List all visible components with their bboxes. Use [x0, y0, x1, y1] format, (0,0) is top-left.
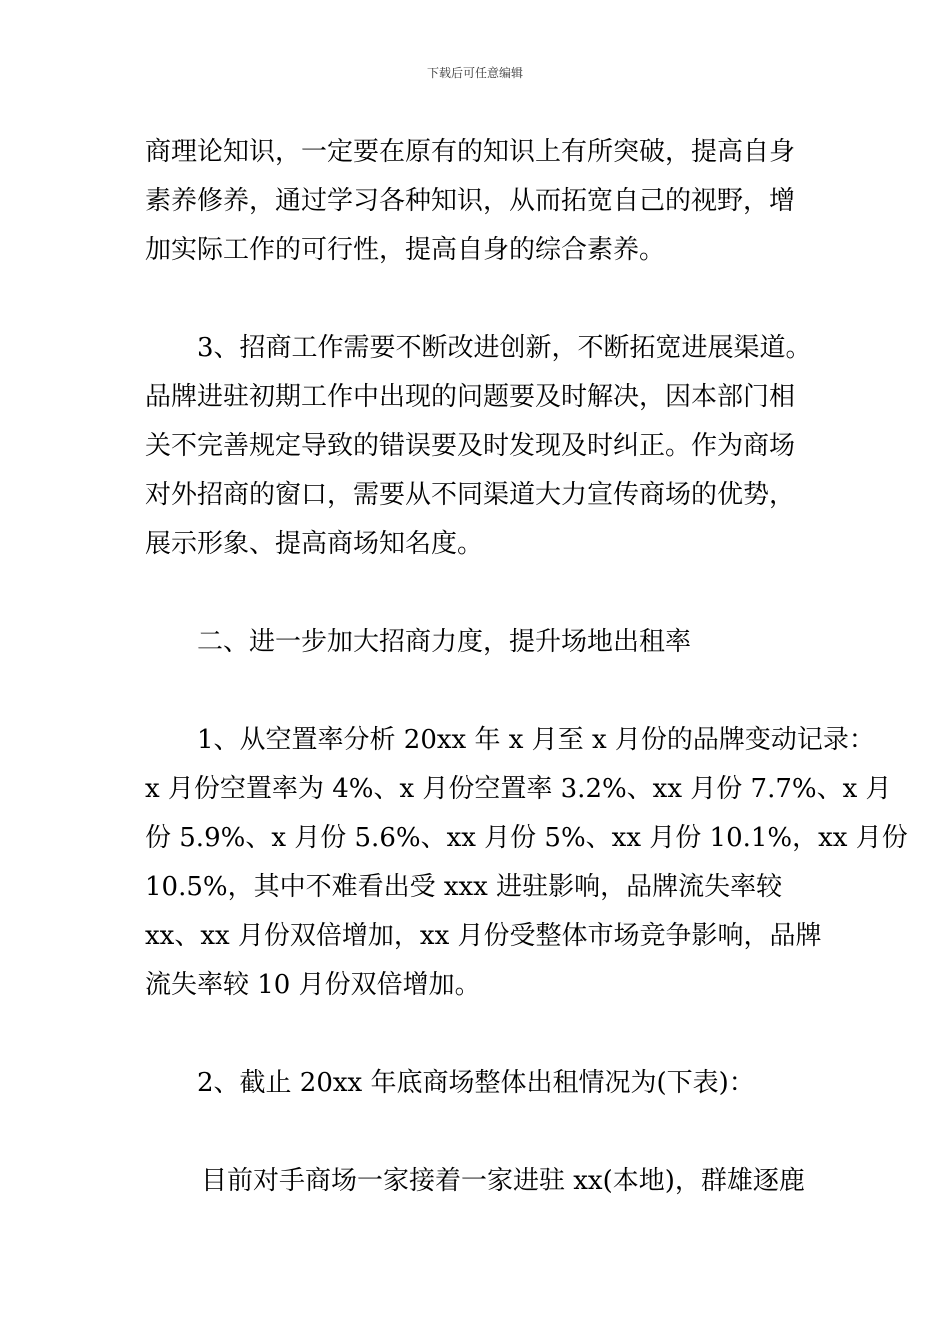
- text-line: 展示形象、提高商场知名度。: [145, 529, 484, 559]
- text-line: 对外招商的窗口，需要从不同渠道大力宣传商场的优势，: [145, 480, 796, 510]
- paragraph-item-3: [145, 324, 825, 569]
- paragraph-gap: [145, 667, 825, 716]
- text-line: 目前对手商场一家接着一家进驻 xx(本地)，群雄逐鹿: [201, 1166, 805, 1196]
- paragraph-competition: [145, 1157, 825, 1206]
- text-line: x 月份空置率为 4%、x 月份空置率 3.2%、xx 月份 7.7%、x 月: [145, 774, 892, 804]
- text-line: 3、招商工作需要不断改进创新，不断拓宽进展渠道。: [197, 333, 812, 363]
- text-line: 商理论知识，一定要在原有的知识上有所突破，提高自身: [145, 137, 796, 167]
- paragraph-item-1: [145, 716, 908, 1010]
- text-line: 品牌进驻初期工作中出现的问题要及时解决，因本部门相: [145, 382, 796, 412]
- paragraph-item-2: [145, 1059, 825, 1108]
- text-line: 关不完善规定导致的错误要及时发现及时纠正。作为商场: [145, 431, 796, 461]
- text-line: 1、从空置率分析 20xx 年 x 月至 x 月份的品牌变动记录：: [197, 725, 875, 755]
- text-line: 份 5.9%、x 月份 5.6%、xx 月份 5%、xx 月份 10.1%，xx 月份: [145, 823, 908, 853]
- text-line: 加实际工作的可行性，提高自身的综合素养。: [145, 235, 666, 265]
- paragraph-gap: [145, 569, 825, 618]
- section-heading: [145, 618, 825, 667]
- paragraph-continuation: [145, 128, 825, 275]
- document-body: [145, 128, 908, 1206]
- page-header: 下载后可任意编辑: [426, 66, 523, 80]
- text-line: 流失率较 10 月份双倍增加。: [145, 970, 481, 1000]
- heading-line: 二、进一步加大招商力度，提升场地出租率: [197, 627, 692, 657]
- paragraph-gap: [145, 275, 825, 324]
- text-line: 素养修养，通过学习各种知识，从而拓宽自己的视野，增: [145, 186, 796, 216]
- text-line: 10.5%，其中不难看出受 xxx 进驻影响，品牌流失率较: [145, 872, 783, 902]
- text-line: 2、截止 20xx 年底商场整体出租情况为(下表)：: [197, 1068, 755, 1098]
- paragraph-gap: [145, 1108, 825, 1157]
- paragraph-gap: [145, 1010, 825, 1059]
- text-line: xx、xx 月份双倍增加，xx 月份受整体市场竞争影响，品牌: [145, 921, 822, 951]
